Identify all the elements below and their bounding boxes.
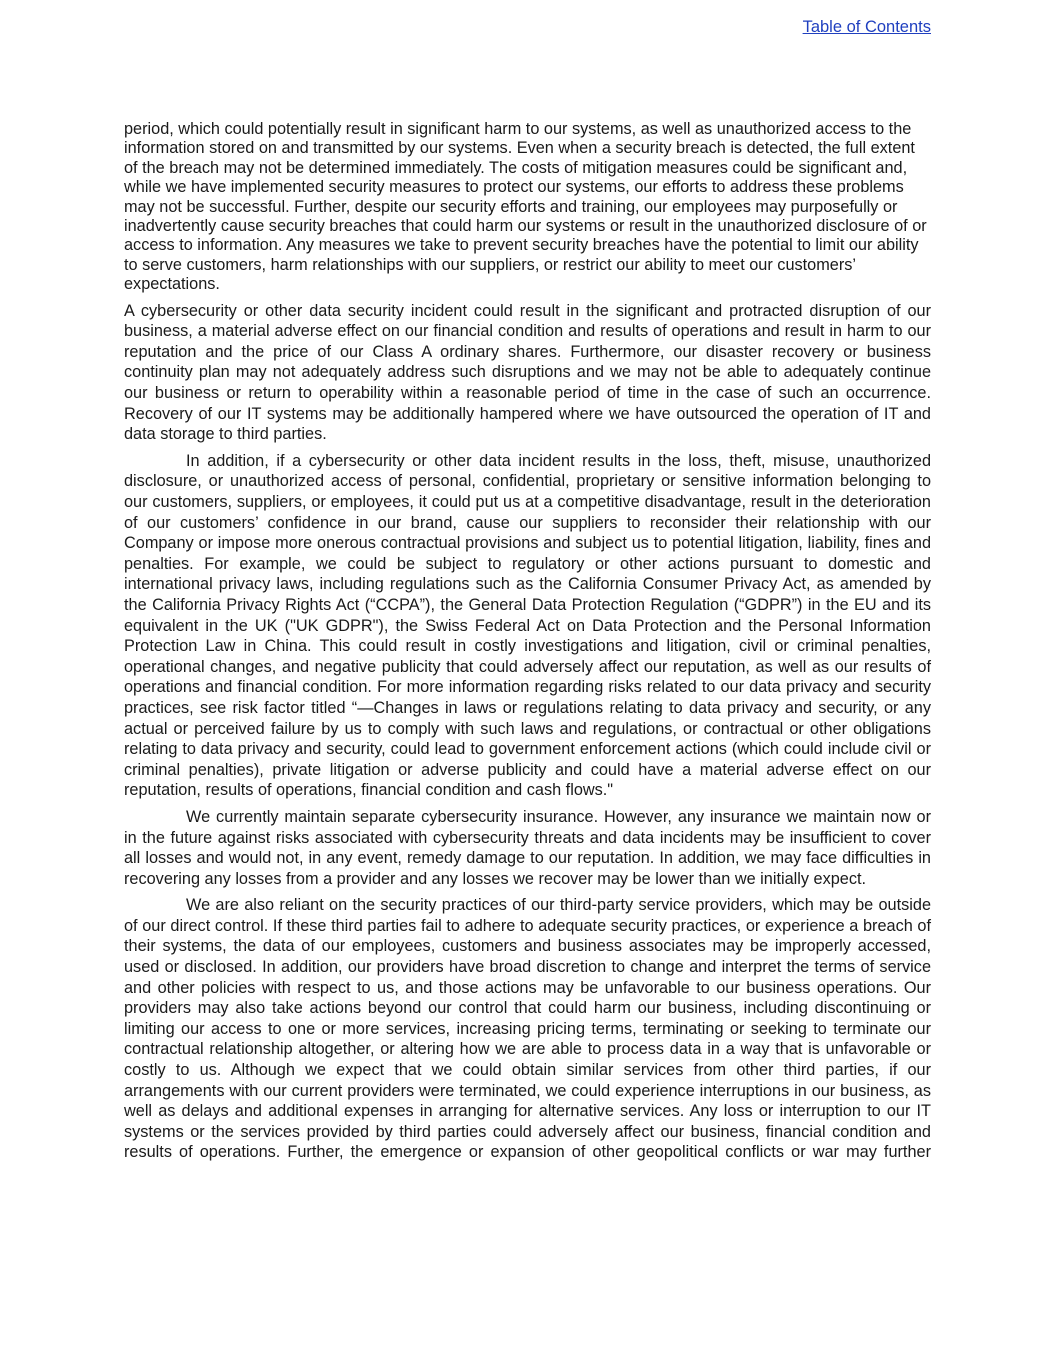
- table-of-contents-link[interactable]: Table of Contents: [802, 18, 931, 36]
- document-body: [124, 120, 931, 1169]
- paragraph-cybersecurity-insurance: We currently maintain separate cybersecurity insurance. However, any insurance we maintain now or in the future against risks associated with cybersecurity threats and data incidents may be insufficient to cover all losses and would not, in any event, remedy damage to our reputation. In addition, we may face difficulties in recovering any losses from a provider and any losses we recover may be lower than we initially expect.: [124, 807, 931, 888]
- paragraph-security-breach-continued: period, which could potentially result in significant harm to our systems, as well as unauthorized access to the information stored on and transmitted by our systems. Even when a security breach is detected, the full extent of the breach may not be determined immediately. The costs of mitigation measures could be significant and, while we have implemented security measures to protect our systems, our efforts to address these problems may not be successful. Further, despite our security efforts and training, our employees may purposefully or inadvertently cause security breaches that could harm our systems or result in the unauthorized disclosure of or access to information. Any measures we take to prevent security breaches have the potential to limit our ability to serve customers, harm relationships with our suppliers, or restrict our ability to meet our customers’ expectations.: [124, 120, 927, 294]
- paragraph-cybersecurity-incident-disruption: A cybersecurity or other data security incident could result in the significant and protracted disruption of our business, a material adverse effect on our financial condition and results of operations and result in harm to our reputation and the price of our Class A ordinary shares. Furthermore, our disaster recovery or business continuity plan may not adequately address such disruptions and we may not be able to adequately continue our business or return to operability within a reasonable period of time in the case of such an occurrence. Recovery of our IT systems may be additionally hampered where we have outsourced the operation of IT and data storage to third parties.: [124, 301, 931, 444]
- paragraph-data-incident-privacy-laws: In addition, if a cybersecurity or other data incident results in the loss, theft, misuse, unauthorized disclosure, or unauthorized access of personal, confidential, proprietary or sensitive information belonging to our customers, suppliers, or employees, it could put us at a competitive disadvantage, result in the deterioration of our customers’ confidence in our brand, cause our suppliers to reconsider their relationship with our Company or impose more onerous contractual provisions and subject us to potential litigation, liability, fines and penalties. For example, we could be subject to regulatory or other actions pursuant to domestic and international privacy laws, including regulations such as the California Consumer Privacy Act, as amended by the California Privacy Rights Act (“CCPA”), the General Data Protection Regulation (“GDPR”) in the EU and its equivalent in the UK ("UK GDPR"), the Swiss Federal Act on Data Protection and the Personal Information Protection Law in China. This could result in costly investigations and litigation, civil or criminal penalties, operational changes, and negative publicity that could adversely affect our reputation, as well as our results of operations and financial condition. For more information regarding risks related to our data privacy and security practices, see risk factor titled “—Changes in laws or regulations relating to data privacy and security, or any actual or perceived failure by us to comply with such laws and regulations, or contractual or other obligations relating to data privacy and security, could lead to government enforcement actions (which could include civil or criminal penalties), private litigation or adverse publicity and could have a material adverse effect on our reputation, results of operations, financial condition and cash flows.": [124, 451, 931, 800]
- paragraph-third-party-providers: We are also reliant on the security practices of our third-party service providers, which may be outside of our direct control. If these third parties fail to adhere to adequate security practices, or experience a breach of their systems, the data of our employees, customers and business associates may be improperly accessed, used or disclosed. In addition, our providers have broad discretion to change and interpret the terms of service and other policies with respect to us, and those actions may be unfavorable to our business operations. Our providers may also take actions beyond our control that could harm our business, including discontinuing or limiting our access to one or more services, increasing pricing terms, terminating or seeking to terminate our contractual relationship altogether, or altering how we are able to process data in a way that is unfavorable or costly to us. Although we expect that we could obtain similar services from other third parties, if our arrangements with our current providers were terminated, we could experience interruptions in our business, as well as delays and additional expenses in arranging for alternative services. Any loss or interruption to our IT systems or the services provided by third parties could adversely affect our business, financial condition and results of operations. Further, the emergence or expansion of other geopolitical conflicts or war may further: [124, 896, 931, 1162]
